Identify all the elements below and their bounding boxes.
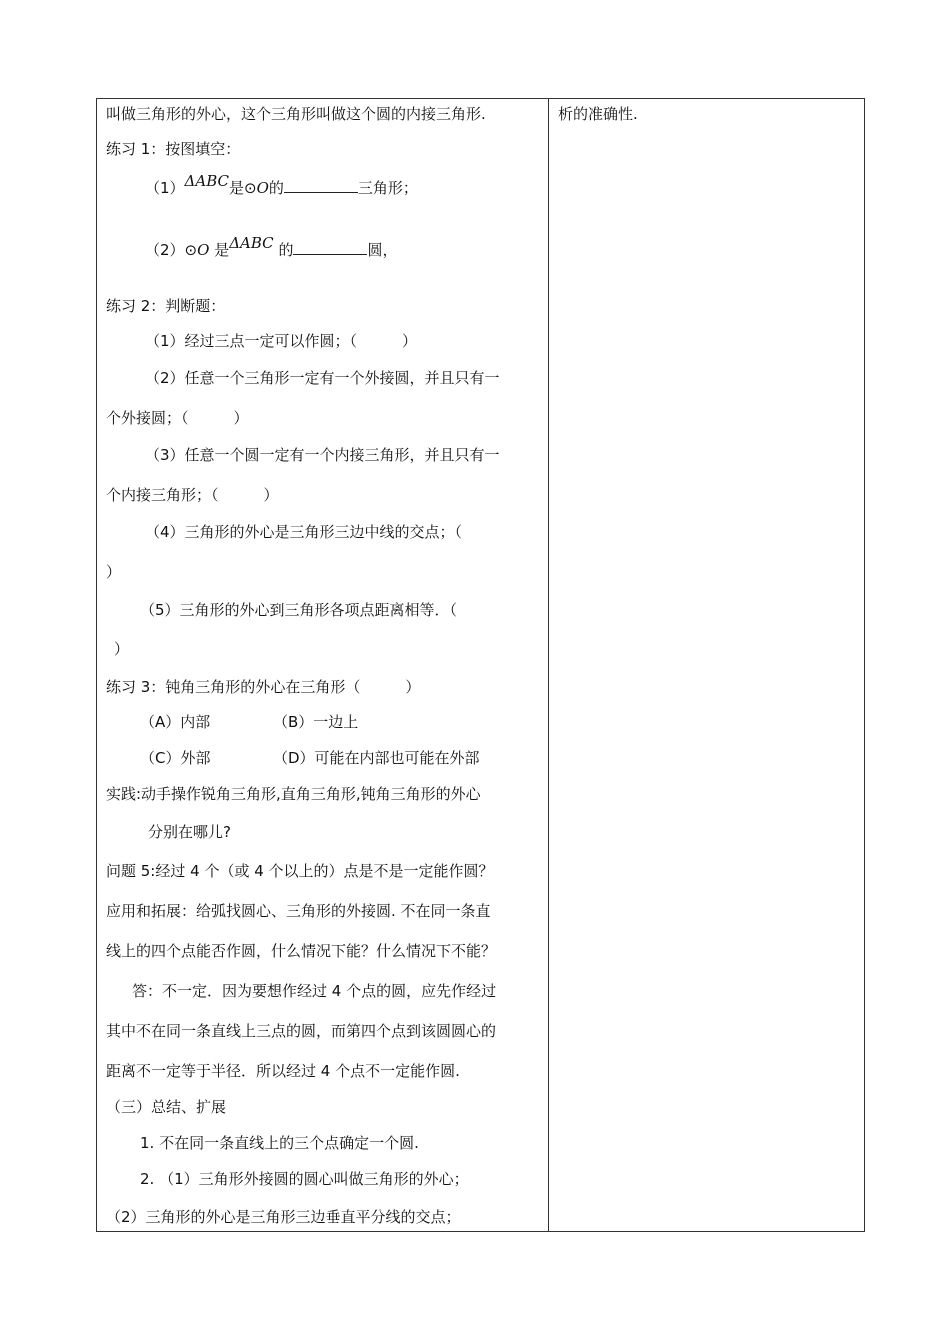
exercise-3-title: 练习 3：钝角三角形的外心在三角形（ ） [106, 678, 421, 696]
text-segment: 圆， [367, 241, 398, 259]
text-line: 其中不在同一条直线上三点的圆，而第四个点到该圆圆心的 [106, 1022, 497, 1040]
exercise-2-item: （3）任意一个圆一定有一个内接三角形，并且只有一 [145, 446, 500, 464]
summary-item: 1. 不在同一条直线上的三个点确定一个圆. [140, 1134, 419, 1152]
text-segment: 是⊙ [229, 179, 257, 197]
text-line: 个内接三角形；（ ） [106, 486, 279, 504]
answer-line: 答：不一定．因为要想作经过 4 个点的圆，应先作经过 [132, 982, 497, 1000]
fill-blank[interactable] [284, 178, 358, 193]
question-5: 问题 5:经过 4 个（或 4 个以上的）点是不是一定能作圆？ [106, 862, 494, 880]
exercise-2-item: （2）任意一个三角形一定有一个外接圆，并且只有一 [145, 369, 500, 387]
text-line: 个外接圆；（ ） [106, 409, 249, 427]
option-d: （D）可能在内部也可能在外部 [273, 749, 480, 767]
circle-o: O [197, 241, 210, 259]
practice-line: 实践:动手操作锐角三角形,直角三角形,钝角三角形的外心 [106, 785, 481, 803]
text-line: 距离不一定等于半径．所以经过 4 个点不一定能作圆. [106, 1062, 460, 1080]
triangle-abc: ΔABC [184, 172, 229, 190]
circle-o: O [256, 179, 269, 197]
exercise-1-item-1 [145, 172, 418, 198]
text-segment: 的 [273, 241, 294, 259]
exercise-2-item: （5）三角形的外心到三角形各项点距离相等．（ [140, 601, 458, 619]
summary-item: （2）三角形的外心是三角形三边垂直平分线的交点； [106, 1208, 461, 1226]
exercise-2-item: （1）经过三点一定可以作圆；（ ） [145, 332, 418, 350]
right-column-text: 析的准确性. [558, 105, 638, 123]
option-b: （B）一边上 [273, 713, 359, 731]
item-number: （1） [145, 179, 185, 197]
fill-blank[interactable] [293, 240, 367, 255]
exercise-1-item-2 [145, 234, 398, 260]
option-a: （A）内部 [140, 713, 211, 731]
text-line: 分别在哪儿? [148, 823, 231, 841]
exercise-2-item: （4）三角形的外心是三角形三边中线的交点；（ [145, 523, 463, 541]
text-line: ） [106, 563, 122, 581]
triangle-abc: ΔABC [229, 234, 274, 252]
application-line: 应用和拓展：给弧找圆心、三角形的外接圆. 不在同一条直 [106, 902, 491, 920]
column-divider [548, 99, 549, 1231]
text-segment: 三角形； [357, 179, 418, 197]
exercise-2-title: 练习 2：判断题： [106, 297, 226, 315]
text-line: 叫做三角形的外心，这个三角形叫做这个圆的内接三角形. [106, 105, 486, 123]
exercise-1-title: 练习 1：按图填空： [106, 140, 241, 158]
text-segment: 是 [209, 241, 230, 259]
text-line: 线上的四个点能否作圆，什么情况下能？什么情况下不能？ [106, 942, 497, 960]
option-c: （C）外部 [140, 749, 211, 767]
section-heading: （三）总结、扩展 [106, 1098, 227, 1116]
item-number: （2）⊙ [145, 241, 198, 259]
text-line: ） [114, 640, 130, 658]
summary-item: 2. （1）三角形外接圆的圆心叫做三角形的外心； [140, 1170, 469, 1188]
text-segment: 的 [268, 179, 284, 197]
